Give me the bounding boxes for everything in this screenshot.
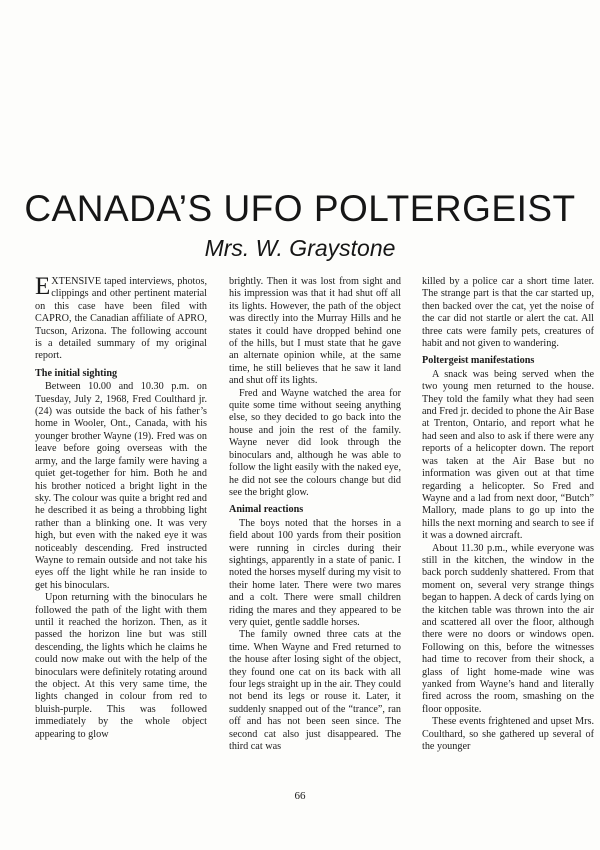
text-column-3 <box>422 276 594 753</box>
intro-text: XTENSIVE taped interviews, photos, clippings and other pertinent material on this case have been filed with CAPRO, the Canadian affiliate of APRO, Tucson, Arizona. The following account is a detailed summary of my original report. <box>35 276 207 362</box>
drop-cap: E <box>35 273 51 300</box>
section-heading-animal-reactions: Animal reactions <box>229 504 304 516</box>
article-author: Mrs. W. Graystone <box>204 235 396 261</box>
paragraph: The family owned three cats at the time. When Wayne and Fred returned to the house after losing sight of the object, they found one cat on its back with all four legs straight up in the air. They could not bend its legs or rouse it. Later, it suddenly snapped out of the “trance”, ran off and has not been seen since. The second cat also just disappeared. The third cat was <box>229 629 401 753</box>
paragraph: Between 10.00 and 10.30 p.m. on Tuesday, July 2, 1968, Fred Coulthard jr. (24) was outside the back of his father’s home in Wooler, Ont., Canada, with his younger brother Wayne (19). Fred was on leave before going overseas with the army, and the large family were having a quiet get-together for him. Both he and his brother noticed a bright light in the sky. The colour was quite a bright red and he described it as being a throbbing light rather than a blinking one. It was very high, but even with the naked eye it was noticeably descending. Fred instructed Wayne to remain outside and not take his eyes off the light while he ran inside to get his binoculars. <box>35 381 207 591</box>
article-title: CANADA’S UFO POLTERGEIST <box>24 188 576 229</box>
paragraph: killed by a police car a short time later. The strange part is that the car started up, then backed over the cat, yet the noise of the car did not startle or alert the cat. All three cats were family pets, creatures of habit and not given to wandering. <box>422 276 594 350</box>
section-heading-poltergeist: Poltergeist manifestations <box>422 355 535 367</box>
page-number: 66 <box>294 790 306 802</box>
paragraph: These events frightened and upset Mrs. Coulthard, so she gathered up several of the younger <box>422 716 594 753</box>
text-column-2 <box>229 276 401 753</box>
paragraph: A snack was being served when the two young men returned to the house. They told the family what they had seen and Fred jr. decided to phone the Air Base at Trenton, Ontario, and report what he had seen and also to ask if there were any reports of a helicopter down. The report was taken at the Air Base but no information was given out at that time regarding a helicopter. So Fred and Wayne and a lad from next door, “Butch” Mallory, made plans to go up into the hills the next morning and search to see if it was a downed aircraft. <box>422 368 594 542</box>
paragraph: Fred and Wayne watched the area for quite some time without seeing anything else, so they decided to go back into the house and join the rest of the family. Wayne never did look through the binoculars and, although he was able to follow the light easily with the naked eye, he did not see the colours change but did see the bright glow. <box>229 387 401 498</box>
text-column-1 <box>35 273 207 741</box>
section-heading-initial-sighting: The initial sighting <box>35 367 118 379</box>
paragraph: brightly. Then it was lost from sight and his impression was that it had shut off all its lights. However, the path of the object was directly into the Murray Hills and he states it could have dropped behind one of the hills, but I must state that he gave an alternate opinion while, at the same time, he still believes that he saw it land and shut off its lights. <box>229 276 401 387</box>
paragraph: About 11.30 p.m., while everyone was still in the kitchen, the window in the back porch suddenly shattered. From that moment on, several very strange things began to happen. A deck of cards lying on the kitchen table was thrown into the air and scattered all over the floor, although there were no doors or windows open. Following on this, before the witnesses had time to recover from their shock, a glass of light home-made wine was yanked from Wayne’s hand and literally fired across the room, smashing on the floor opposite. <box>422 542 594 715</box>
paragraph: Upon returning with the binoculars he followed the path of the light with them until it reached the horizon. Then, as it passed the horizon line but was still descending, the lights which he claims he could now make out with the help of the binoculars were definitely rotating around the object. At this very same time, the lights changed in colour from red to bluish-purple. This was followed immediately by the whole object appearing to glow <box>35 592 207 740</box>
paragraph: The boys noted that the horses in a field about 100 yards from their position were running in circles during their sightings, apparently in a state of panic. I noted the horses myself during my visit to their home later. There were two mares and a colt. There were small children riding the mares and they appeared to be very quiet, gentle saddle horses. <box>229 517 401 628</box>
intro-paragraph <box>35 273 207 363</box>
